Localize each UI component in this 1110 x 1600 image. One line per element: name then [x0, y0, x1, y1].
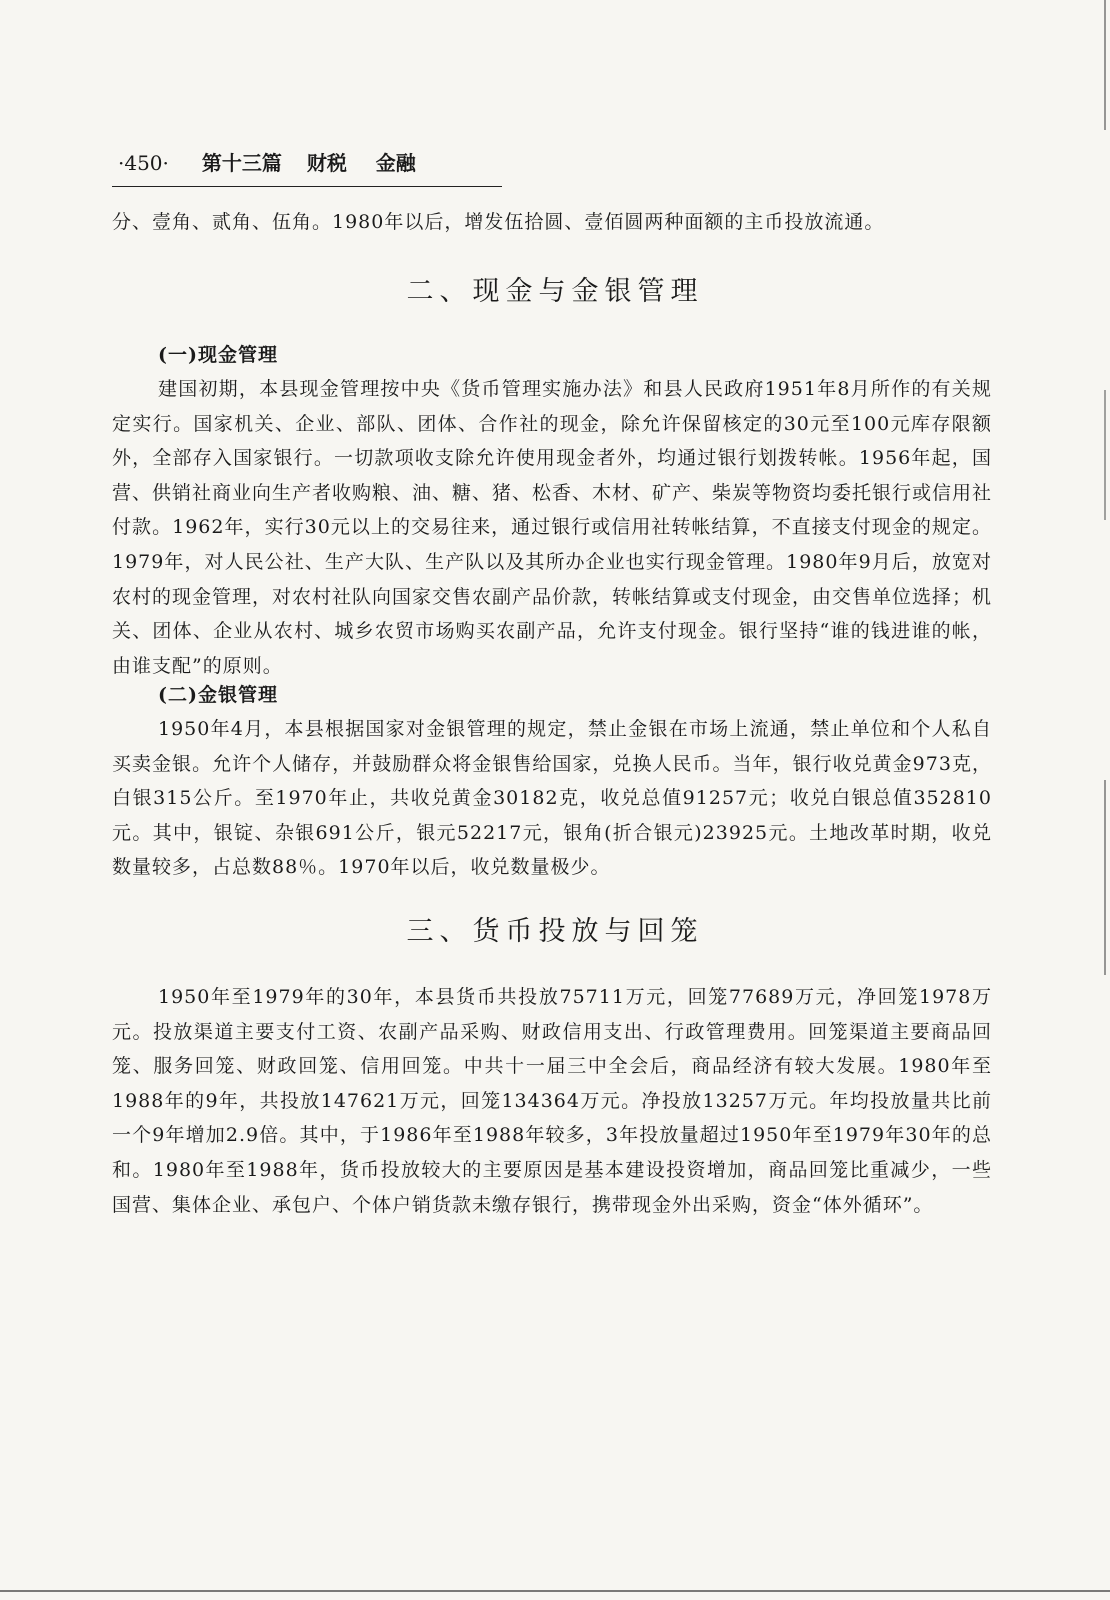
paragraph-cash-management: 建国初期，本县现金管理按中央《货币管理实施办法》和县人民政府1951年8月所作的有关规定实行。国家机关、企业、部队、团体、合作社的现金，除允许保留核定的30元至100元库存限额外，全部存入国家银行。一切款项收支除允许使用现金者外，均通过银行划拨转帐。1956年起，国营、供销社商业向生产者收购粮、油、糖、猪、松香、木材、矿产、柴炭等物资均委托银行或信用社付款。1962年，实行30元以上的交易往来，通过银行或信用社转帐结算，不直接支付现金的规定。1979年，对人民公社、生产大队、生产队以及其所办企业也实行现金管理。1980年9月后，放宽对农村的现金管理，对农村社队向国家交售农副产品价款，转帐结算或支付现金，由交售单位选择；机关、团体、企业从农村、城乡农贸市场购买农副产品，允许支付现金。银行坚持“谁的钱进谁的帐，由谁支配”的原则。	[112, 378, 993, 677]
continuation-paragraph: 分、壹角、贰角、伍角。1980年以后，增发伍拾圆、壹佰圆两种面额的主币投放流通。	[112, 211, 885, 233]
header-topic-2: 金融	[375, 151, 416, 175]
scan-edge-right	[1104, 0, 1106, 1300]
section-title-cash-gold: 二、现金与金银管理	[406, 276, 704, 307]
paragraph-gold-silver: 1950年4月，本县根据国家对金银管理的规定，禁止金银在市场上流通，禁止单位和个人私自买卖金银。允许个人储存，并鼓励群众将金银售给国家，兑换人民币。当年，银行收兑黄金973克，白银315公斤。至1970年止，共收兑黄金30182克，收兑总值91257元；收兑白银总值352810元。其中，银锭、杂银691公斤，银元52217元，银角(折合银元)23925元。土地改革时期，收兑数量较多，占总数88％。1970年以后，收兑数量极少。	[112, 718, 992, 879]
section-title-currency: 三、货币投放与回笼	[406, 916, 704, 947]
scan-edge-bottom	[0, 1590, 1110, 1592]
running-header	[112, 148, 502, 187]
page-number: ·450·	[118, 151, 169, 175]
header-topic-1: 财税	[306, 151, 347, 175]
subsection-title-gold-silver: (二)金银管理	[158, 684, 278, 706]
paragraph-currency: 1950年至1979年的30年，本县货币共投放75711万元，回笼77689万元，净回笼1978万元。投放渠道主要支付工资、农副产品采购、财政信用支出、行政管理费用。回笼渠道主要商品回笼、服务回笼、财政回笼、信用回笼。中共十一届三中全会后，商品经济有较大发展。1980年至1988年的9年，共投放147621万元，回笼134364万元。净投放13257万元。年均投放量共比前一个9年增加2.9倍。其中，于1986年至1988年较多，3年投放量超过1950年至1979年30年的总和。1980年至1988年，货币投放较大的主要原因是基本建设投资增加，商品回笼比重减少，一些国营、集体企业、承包户、个体户销货款未缴存银行，携带现金外出采购，资金“体外循环”。	[112, 986, 992, 1216]
header-part: 第十三篇	[201, 151, 282, 175]
subsection-title-cash: (一)现金管理	[158, 344, 278, 366]
